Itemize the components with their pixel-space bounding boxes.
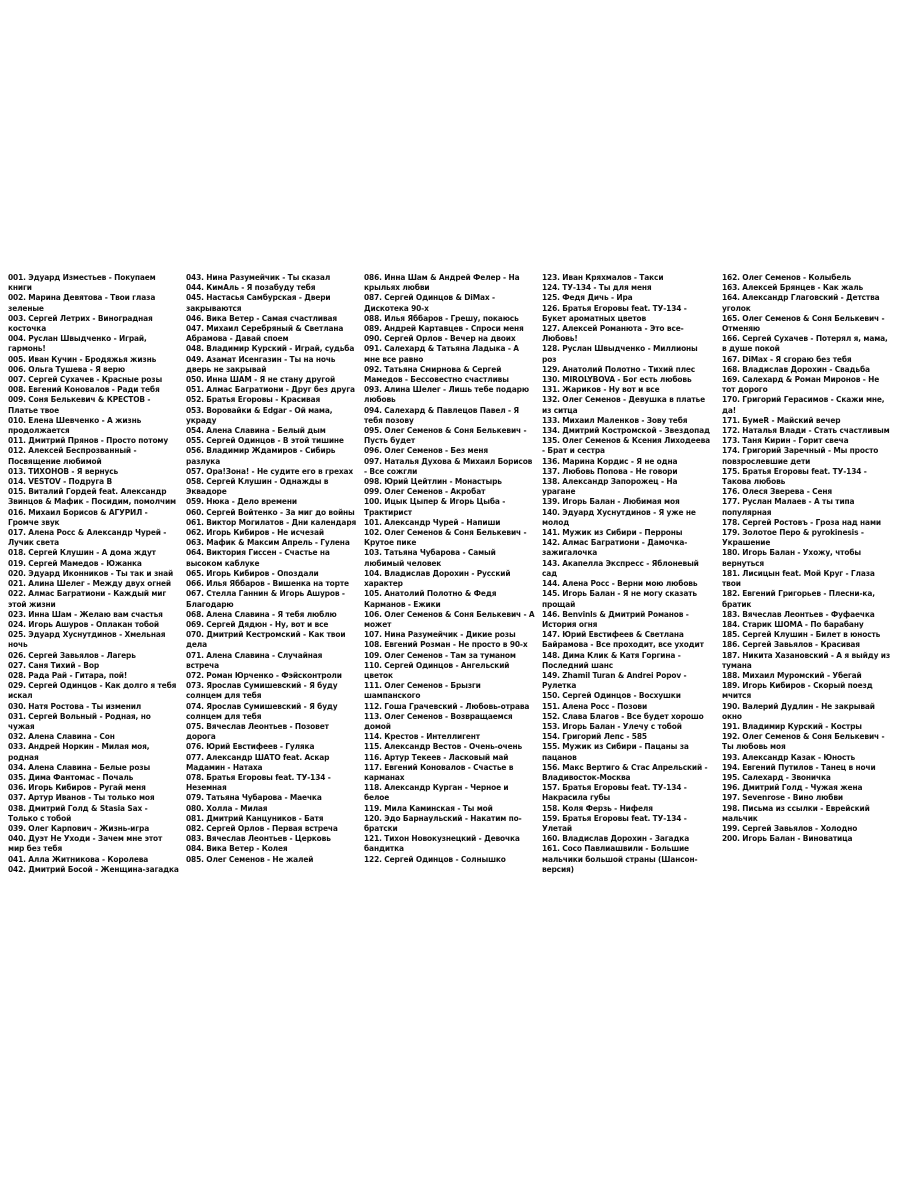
track-item: 173. Таня Кирин - Горит свеча <box>722 435 849 446</box>
track-item: 193. Александр Казак - Юность <box>722 751 856 762</box>
track-item: 067. Стелла Ганнин & Игорь Ашуров - Благодарю <box>186 588 345 609</box>
tracklist-column-5 <box>722 272 892 843</box>
track-item: 144. Алена Росс - Верни мою любовь <box>542 578 698 589</box>
track-item: 100. Ицык Цыпер & Игорь Цыба - Трактирист <box>364 496 506 517</box>
track-item: 085. Олег Семенов - Не жалей <box>186 853 314 864</box>
track-item: 041. Алла Житникова - Королева <box>8 853 149 864</box>
track-item: 097. Наталья Духова & Михаил Борисов - Все сожгли <box>364 455 533 476</box>
track-item: 118. Александр Курган - Черное и белое <box>364 782 509 803</box>
track-item: 115. Александр Вестов - Очень-очень <box>364 741 523 752</box>
track-item: 129. Анатолий Полотно - Тихий плес <box>542 363 696 374</box>
track-item: 099. Олег Семенов - Акробат <box>364 486 486 497</box>
track-item: 045. Настасья Самбурская - Двери закрываются <box>186 292 331 313</box>
track-item: 058. Сергей Клушин - Однажды в Эквадоре <box>186 476 329 497</box>
track-item: 123. Иван Кряхмалов - Такси <box>542 272 664 282</box>
track-item: 053. Воровайки & Edgar - Ой мама, украду <box>186 404 333 425</box>
track-item: 089. Андрей Картавцев - Спроси меня <box>364 323 524 334</box>
track-item: 122. Сергей Одинцов - Солнышко <box>364 853 506 864</box>
track-item: 092. Татьяна Смирнова & Сергей Мамедов - Бессовестно счастливы <box>364 363 509 385</box>
tracklist-column-2 <box>186 272 356 864</box>
track-item: 101. Александр Чурей - Напиши <box>364 516 501 527</box>
track-item: 177. Руслан Малаев - А ты типа популярная <box>722 496 855 517</box>
tracklist-column-1 <box>8 272 178 874</box>
track-item: 033. Андрей Норкин - Милая моя, родная <box>8 741 150 762</box>
track-item: 116. Артур Текеев - Ласковый май <box>364 751 509 762</box>
track-item: 040. Дуэт Не Уходи - Зачем мне этот мир без тебя <box>8 833 163 854</box>
track-item: 154. Григорий Лепс - 585 <box>542 731 647 742</box>
track-item: 083. Вячеслав Леонтьев - Церковь <box>186 833 331 844</box>
track-item: 096. Олег Семенов - Без меня <box>364 445 489 456</box>
track-item: 064. Виктория Гиссен - Счастье на высоком каблуке <box>186 547 330 568</box>
track-item: 138. Александр Запорожец - На урагане <box>542 476 678 497</box>
track-item: 131. Жариков - Ну вот и все <box>542 384 660 395</box>
track-item: 191. Владимир Курский - Костры <box>722 720 862 731</box>
track-item: 063. Мафик & Максим Апрель - Гулена <box>186 537 350 548</box>
track-item: 168. Владислав Дорохин - Свадьба <box>722 363 870 374</box>
track-item: 012. Алексей Беспрозванный - Посвящение любимой <box>8 445 137 466</box>
track-item: 007. Сергей Сухачев - Красные розы <box>8 374 163 385</box>
track-item: 009. Соня Белькевич & КРЕСТОВ - Платье твое <box>8 394 151 415</box>
track-item: 164. Александр Глаговский - Детства уголок <box>722 292 880 313</box>
track-item: 078. Братья Егоровы feat. ТУ-134 - Неземная <box>186 771 331 793</box>
track-item: 156. Макс Вертиго & Стас Апрельский - Владивосток-Москва <box>542 761 708 782</box>
track-item: 082. Сергей Орлов - Первая встреча <box>186 822 338 833</box>
track-item: 066. Илья Яббаров - Вишенка на торте <box>186 578 349 589</box>
track-item: 151. Алена Росс - Позови <box>542 700 648 711</box>
track-item: 077. Александр ШАТО feat. Аскар Мадамин - Натаха <box>186 751 330 772</box>
track-item: 072. Роман Юрченко - Фэйсконтроли <box>186 669 342 680</box>
track-item: 182. Евгений Григорьев - Плесни-ка, братик <box>722 588 875 609</box>
track-item: 001. Эдуард Изместьев - Покупаем книги <box>8 272 156 293</box>
track-item: 152. Слава Благов - Все будет хорошо <box>542 710 704 721</box>
track-item: 162. Олег Семенов - Колыбель <box>722 272 852 282</box>
track-item: 176. Олеся Зверева - Сеня <box>722 486 833 497</box>
tracklist-sheet <box>8 272 896 952</box>
track-item: 103. Татьяна Чубарова - Самый любимый человек <box>364 547 496 568</box>
track-item: 155. Мужик из Сибири - Пацаны за пацанов <box>542 741 689 762</box>
track-item: 034. Алена Славина - Белые розы <box>8 761 151 772</box>
track-item: 035. Дима Фантомас - Почаль <box>8 771 134 782</box>
tracklist-column-3 <box>364 272 534 864</box>
track-item: 145. Игорь Балан - Я не могу сказать прощай <box>542 588 697 609</box>
track-item: 178. Сергей Ростовъ - Гроза над нами <box>722 516 881 527</box>
track-item: 068. Алена Славина - Я тебя люблю <box>186 608 337 619</box>
track-item: 022. Алмас Багратиони - Каждый миг этой жизни <box>8 588 167 609</box>
track-item: 003. Сергей Летрих - Виноградная косточка <box>8 312 153 334</box>
track-item: 013. ТИХОНОВ - Я вернусь <box>8 465 119 476</box>
track-item: 200. Игорь Балан - Виноватица <box>722 833 853 844</box>
track-item: 037. Артур Иванов - Ты только моя <box>8 792 155 803</box>
track-item: 199. Сергей Завьялов - Холодно <box>722 822 858 833</box>
track-item: 052. Братья Егоровы - Красивая <box>186 394 321 405</box>
track-item: 165. Олег Семенов & Соня Белькевич - Отменяю <box>722 312 885 334</box>
track-item: 159. Братья Егоровы feat. ТУ-134 - Улетай <box>542 812 687 833</box>
track-item: 074. Ярослав Сумишевский - Я буду солнцем для тебя <box>186 700 338 721</box>
track-item: 038. Дмитрий Голд & Stasia Sax - Только с тобой <box>8 802 148 823</box>
track-item: 188. Михаил Муромский - Убегай <box>722 669 862 680</box>
track-item: 195. Салехард - Звоничка <box>722 771 831 782</box>
track-item: 163. Алексей Брянцев - Как жаль <box>722 282 864 293</box>
track-item: 127. Алексей Романюта - Это все-Любовь! <box>542 323 684 344</box>
track-item: 135. Олег Семенов & Ксения Лиходеева - Брат и сестра <box>542 435 711 456</box>
track-item: 048. Владимир Курский - Играй, судьба <box>186 343 355 354</box>
track-item: 057. Ора!Зона! - Не судите его в грехах <box>186 465 354 476</box>
track-item: 028. Рада Рай - Гитара, пой! <box>8 669 128 680</box>
track-item: 142. Алмас Багратиони - Дамочка-зажигалочка <box>542 537 688 558</box>
track-item: 170. Григорий Герасимов - Скажи мне, да! <box>722 394 885 415</box>
track-item: 026. Сергей Завьялов - Лагерь <box>8 649 136 660</box>
track-item: 094. Салехард & Павлецов Павел - Я тебя позову <box>364 404 520 425</box>
track-item: 111. Олег Семенов - Брызги шампанского <box>364 680 481 701</box>
track-item: 065. Игорь Кибиров - Опоздали <box>186 567 319 578</box>
track-item: 134. Дмитрий Костромской - Звездопад <box>542 425 710 436</box>
track-item: 023. Инна Шам - Желаю вам счастья <box>8 608 163 619</box>
track-item: 030. Натя Ростова - Ты изменил <box>8 700 142 711</box>
track-item: 027. Саня Тихий - Вор <box>8 659 100 670</box>
track-item: 196. Дмитрий Голд - Чужая жена <box>722 782 863 793</box>
track-item: 161. Сосо Павлиашвили - Большие мальчики большой страны (Шансон-версия) <box>542 843 698 874</box>
track-item: 147. Юрий Евстифеев & Светлана Байрамова - Все проходит, все уходит <box>542 629 704 650</box>
track-item: 126. Братья Егоровы feat. ТУ-134 - Букет ароматных цветов <box>542 302 687 323</box>
track-item: 054. Алена Славина - Белый дым <box>186 425 326 436</box>
tracklist-column-4 <box>542 272 712 874</box>
track-item: 117. Евгений Коновалов - Счастье в карманах <box>364 761 514 782</box>
track-item: 192. Олег Семенов & Соня Белькевич - Ты любовь моя <box>722 731 885 752</box>
track-item: 017. Алена Росс & Александр Чурей - Лучик света <box>8 527 167 548</box>
track-item: 005. Иван Кучин - Бродяжья жизнь <box>8 353 157 364</box>
track-item: 050. Инна ШАМ - Я не стану другой <box>186 374 336 385</box>
track-item: 171. БумеR - Майский вечер <box>722 414 841 425</box>
track-item: 132. Олег Семенов - Девушка в платье из ситца <box>542 394 706 415</box>
track-item: 024. Игорь Ашуров - Оплакан тобой <box>8 618 159 629</box>
track-item: 070. Дмитрий Кестромский - Как твои дела <box>186 629 346 650</box>
track-item: 042. Дмитрий Босой - Женщина-загадка <box>8 863 179 874</box>
track-item: 160. Владислав Дорохин - Загадка <box>542 833 690 844</box>
track-item: 158. Коля Ферзь - Нифеля <box>542 802 653 813</box>
track-item: 102. Олег Семенов & Соня Белькевич - Крутое пике <box>364 527 527 548</box>
track-item: 104. Владислав Дорохин - Русский характер <box>364 567 511 589</box>
track-item: 006. Ольга Тушева - Я верю <box>8 363 125 374</box>
track-item: 112. Гоша Грачевский - Любовь-отрава <box>364 700 530 711</box>
track-item: 107. Нина Разумейчик - Дикие розы <box>364 629 516 640</box>
track-item: 139. Игорь Балан - Любимая моя <box>542 496 680 507</box>
track-item: 189. Игорь Кибиров - Скорый поезд мчится <box>722 680 873 701</box>
track-item: 004. Руслан Швыдченко - Играй, гармонь! <box>8 333 147 354</box>
track-item: 172. Наталья Влади - Стать счастливым <box>722 425 890 436</box>
track-item: 075. Вячеслав Леонтьев - Позовет дорога <box>186 720 329 742</box>
track-item: 002. Марина Девятова - Твои глаза зеленые <box>8 292 156 313</box>
track-item: 184. Старик ШОМА - По барабану <box>722 618 864 629</box>
track-item: 153. Игорь Балан - Улечу с тобой <box>542 720 682 731</box>
track-item: 010. Елена Шевченко - А жизнь продолжается <box>8 414 142 436</box>
track-item: 194. Евгений Путилов - Танец в ночи <box>722 761 876 772</box>
track-item: 125. Федя Дичь - Ира <box>542 292 633 303</box>
track-item: 031. Сергей Вольный - Родная, но чужая <box>8 710 151 731</box>
track-item: 183. Вячеслав Леонтьев - Фуфаечка <box>722 608 875 619</box>
track-item: 087. Сергей Одинцов & DiMax - Дискотека 90-х <box>364 292 495 313</box>
track-item: 008. Евгений Коновалов - Ради тебя <box>8 384 160 395</box>
track-item: 093. Алина Шелег - Лишь тебе подарю любовь <box>364 384 529 405</box>
track-item: 108. Евгений Розман - Не просто в 90-х <box>364 639 528 650</box>
track-item: 128. Руслан Швыдченко - Миллионы роз <box>542 343 698 364</box>
track-item: 119. Мила Каминская - Ты мой <box>364 802 493 813</box>
track-item: 110. Сергей Одинцов - Ангельский цветок <box>364 659 510 680</box>
track-item: 141. Мужик из Сибири - Перроны <box>542 527 683 538</box>
track-item: 051. Алмас Багратиони - Друг без друга <box>186 384 355 395</box>
track-item: 114. Крестов - Интеллигент <box>364 731 480 742</box>
track-item: 014. VESTOV - Подруга В <box>8 476 112 487</box>
track-item: 197. Sevenrose - Вино любви <box>722 792 843 803</box>
track-item: 088. Илья Яббаров - Грешу, покаюсь <box>364 312 519 323</box>
track-item: 043. Нина Разумейчик - Ты сказал <box>186 272 331 282</box>
track-item: 109. Олег Семенов - Там за туманом <box>364 649 516 660</box>
track-item: 198. Письма из ссылки - Еврейский мальчик <box>722 802 870 823</box>
track-item: 086. Инна Шам & Андрей Фелер - На крыльях любви <box>364 272 520 293</box>
track-item: 133. Михаил Маленков - Зову тебя <box>542 414 688 425</box>
track-item: 181. Лисицын feat. Мой Круг - Глаза твои <box>722 567 875 589</box>
track-item: 136. Марина Кордис - Я не одна <box>542 455 678 466</box>
track-item: 149. Zhamil Turan & Andrei Popov - Рулетка <box>542 669 687 691</box>
track-item: 186. Сергей Завьялов - Красивая <box>722 639 860 650</box>
track-item: 180. Игорь Балан - Ухожу, чтобы вернуться <box>722 547 861 568</box>
track-item: 143. Акапелла Экспресс - Яблоневый сад <box>542 557 699 578</box>
track-item: 019. Сергей Мамедов - Южанка <box>8 557 142 568</box>
track-item: 061. Виктор Могилатов - Дни календаря <box>186 516 357 527</box>
track-item: 036. Игорь Кибиров - Ругай меня <box>8 782 146 793</box>
track-item: 015. Виталий Гордей feat. Александр Звинцов & Мафик - Посидим, помолчим <box>8 486 176 507</box>
track-item: 071. Алена Славина - Случайная встреча <box>186 649 323 670</box>
track-item: 175. Братья Егоровы feat. ТУ-134 - Такова любовь <box>722 465 867 487</box>
track-item: 025. Эдуард Хуснутдинов - Хмельная ночь <box>8 629 166 650</box>
track-item: 106. Олег Семенов & Соня Белькевич - А может <box>364 608 535 629</box>
track-item: 185. Сергей Клушин - Билет в юность <box>722 629 881 640</box>
track-item: 059. Нюка - Дело времени <box>186 496 297 507</box>
track-item: 029. Сергей Одинцов - Как долго я тебя искал <box>8 680 177 701</box>
track-item: 076. Юрий Евстифеев - Гуляка <box>186 741 315 752</box>
track-item: 011. Дмитрий Прянов - Просто потому <box>8 435 169 446</box>
track-item: 146. Benvinls & Дмитрий Романов - История огня <box>542 608 689 629</box>
track-item: 055. Сергей Одинцов - В этой тишине <box>186 435 344 446</box>
track-item: 073. Ярослав Сумишевский - Я буду солнцем для тебя <box>186 680 338 701</box>
track-item: 016. Михаил Борисов & АГУРИЛ - Громче звук <box>8 506 148 527</box>
track-item: 062. Игорь Кибиров - Не исчезай <box>186 527 324 538</box>
track-item: 044. КимАль - Я позабуду тебя <box>186 282 316 293</box>
track-item: 150. Сергей Одинцов - Восхушки <box>542 690 681 701</box>
track-item: 047. Михаил Серебряный & Светлана Абрамова - Давай споем <box>186 323 344 344</box>
track-item: 190. Валерий Дудлин - Не закрывай окно <box>722 700 875 721</box>
track-item: 167. DiMax - Я сгораю без тебя <box>722 353 852 364</box>
track-item: 021. Алина Шелег - Между двух огней <box>8 578 171 589</box>
track-item: 091. Салехард & Татьяна Ладыка - А мне все равно <box>364 343 519 364</box>
track-item: 174. Григорий Заречный - Мы просто повзрослевшие дети <box>722 445 879 466</box>
track-item: 069. Сергей Дядюн - Ну, вот и все <box>186 618 329 629</box>
track-item: 046. Вика Ветер - Самая счастливая <box>186 312 337 323</box>
track-item: 079. Татьяна Чубарова - Маечка <box>186 792 322 803</box>
track-item: 179. Золотое Перо & pyrokinesis - Украшение <box>722 527 864 548</box>
track-item: 148. Дима Клик & Катя Горгина - Последний шанс <box>542 649 681 670</box>
track-item: 140. Эдуард Хуснутдинов - Я уже не молод <box>542 506 696 527</box>
track-item: 130. MIROLYBOVA - Бог есть любовь <box>542 374 692 385</box>
track-item: 080. Холла - Милая <box>186 802 268 813</box>
track-item: 084. Вика Ветер - Колея <box>186 843 288 854</box>
track-item: 018. Сергей Клушин - А дома ждут <box>8 547 156 558</box>
track-item: 032. Алена Славина - Сон <box>8 731 115 742</box>
track-item: 060. Сергей Войтенко - За миг до войны <box>186 506 355 517</box>
track-item: 157. Братья Егоровы feat. ТУ-134 - Накрасила губы <box>542 782 687 803</box>
track-item: 124. ТУ-134 - Ты для меня <box>542 282 652 293</box>
track-item: 105. Анатолий Полотно & Федя Карманов - Ежики <box>364 588 497 609</box>
track-item: 187. Никита Хазановский - А я выйду из тумана <box>722 649 891 670</box>
track-item: 169. Салехард & Роман Миронов - Не тот дорого <box>722 374 880 395</box>
track-item: 137. Любовь Попова - Не говори <box>542 465 678 476</box>
track-item: 098. Юрий Цейтлин - Монастырь <box>364 476 502 487</box>
track-item: 121. Тихон Новокузнецкий - Девочка бандитка <box>364 833 520 854</box>
track-item: 039. Олег Карпович - Жизнь-игра <box>8 822 150 833</box>
track-item: 095. Олег Семенов & Соня Белькевич - Пусть будет <box>364 425 527 446</box>
track-item: 081. Дмитрий Канцуников - Батя <box>186 812 324 823</box>
track-item: 056. Владимир Ждамиров - Сибирь разлука <box>186 445 336 466</box>
track-item: 120. Эдо Барнаульский - Накатим по-братски <box>364 812 522 833</box>
track-item: 020. Эдуард Иконников - Ты так и знай <box>8 567 174 578</box>
track-item: 090. Сергей Орлов - Вечер на двоих <box>364 333 516 344</box>
track-item: 049. Азамат Исенгазин - Ты на ночь дверь не закрывай <box>186 353 336 374</box>
track-item: 166. Сергей Сухачев - Потерял я, мама, в душе покой <box>722 333 888 354</box>
track-item: 113. Олег Семенов - Возвращаемся домой <box>364 710 513 731</box>
